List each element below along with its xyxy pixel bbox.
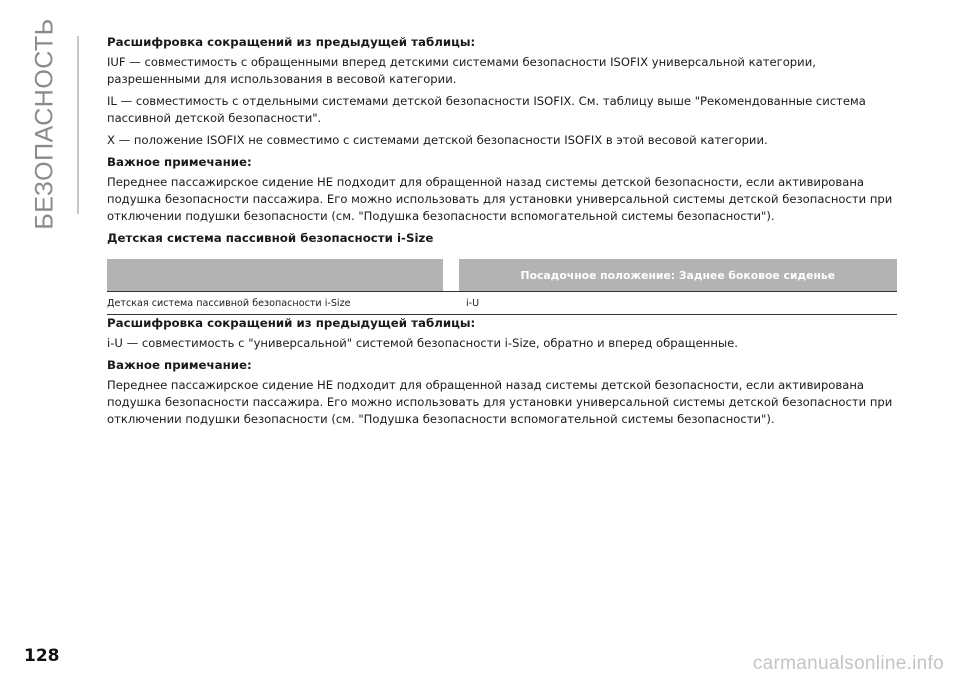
note-text-1: Переднее пассажирское сидение НЕ подходит для обращенной назад системы детской безопасности, если активирована подушка безопасности пассажира. Его можно использовать для установки универсальной системы детской безопасности при отключении подушки безопасности (см. "Подушка безопасности вспомогательной системы безопасности"). xyxy=(107,175,893,223)
table-header-cell-seat: Посадочное положение: Заднее боковое сиденье xyxy=(459,259,897,291)
isize-section-title: Детская система пассивной безопасности i-Size xyxy=(107,231,434,245)
side-divider xyxy=(77,36,79,214)
legend-iuf: IUF — совместимость с обращенными вперед детскими системами безопасности ISOFIX универсальной категории, разрешенными для использования в весовой категории. xyxy=(107,55,816,86)
legend-x: X — положение ISOFIX не совместимо с системами детской безопасности ISOFIX в этой весовой категории. xyxy=(107,133,768,147)
table-cell-system: Детская система пассивной безопасности i-Size xyxy=(107,297,351,309)
note-heading-1: Важное примечание: xyxy=(107,155,252,169)
legend-heading-2: Расшифровка сокращений из предыдущей таблицы: xyxy=(107,316,476,330)
section-side-tab xyxy=(24,18,66,230)
table-header-cell-empty xyxy=(107,259,443,291)
table-row xyxy=(107,291,897,315)
page-content xyxy=(107,34,897,433)
section-side-label: БЕЗОПАСНОСТЬ xyxy=(30,18,59,230)
watermark-text: carmanualsonline.info xyxy=(752,653,944,674)
page-number: 128 xyxy=(24,646,60,666)
table-header xyxy=(107,259,897,291)
table-cell-value: i-U xyxy=(466,297,480,309)
legend-iu: i-U — совместимость с "универсальной" системой безопасности i-Size, обратно и вперед обращенные. xyxy=(107,336,738,350)
note-heading-2: Важное примечание: xyxy=(107,358,252,372)
legend-il: IL — совместимость с отдельными системами детской безопасности ISOFIX. См. таблицу выше "Рекомендованные система пассивной детской безопасности". xyxy=(107,94,866,125)
legend-heading-1: Расшифровка сокращений из предыдущей таблицы: xyxy=(107,35,476,49)
note-text-2: Переднее пассажирское сидение НЕ подходит для обращенной назад системы детской безопасности, если активирована подушка безопасности пассажира. Его можно использовать для установки универсальной системы детской безопасности при отключении подушки безопасности (см. "Подушка безопасности вспомогательной системы безопасности"). xyxy=(107,378,893,426)
